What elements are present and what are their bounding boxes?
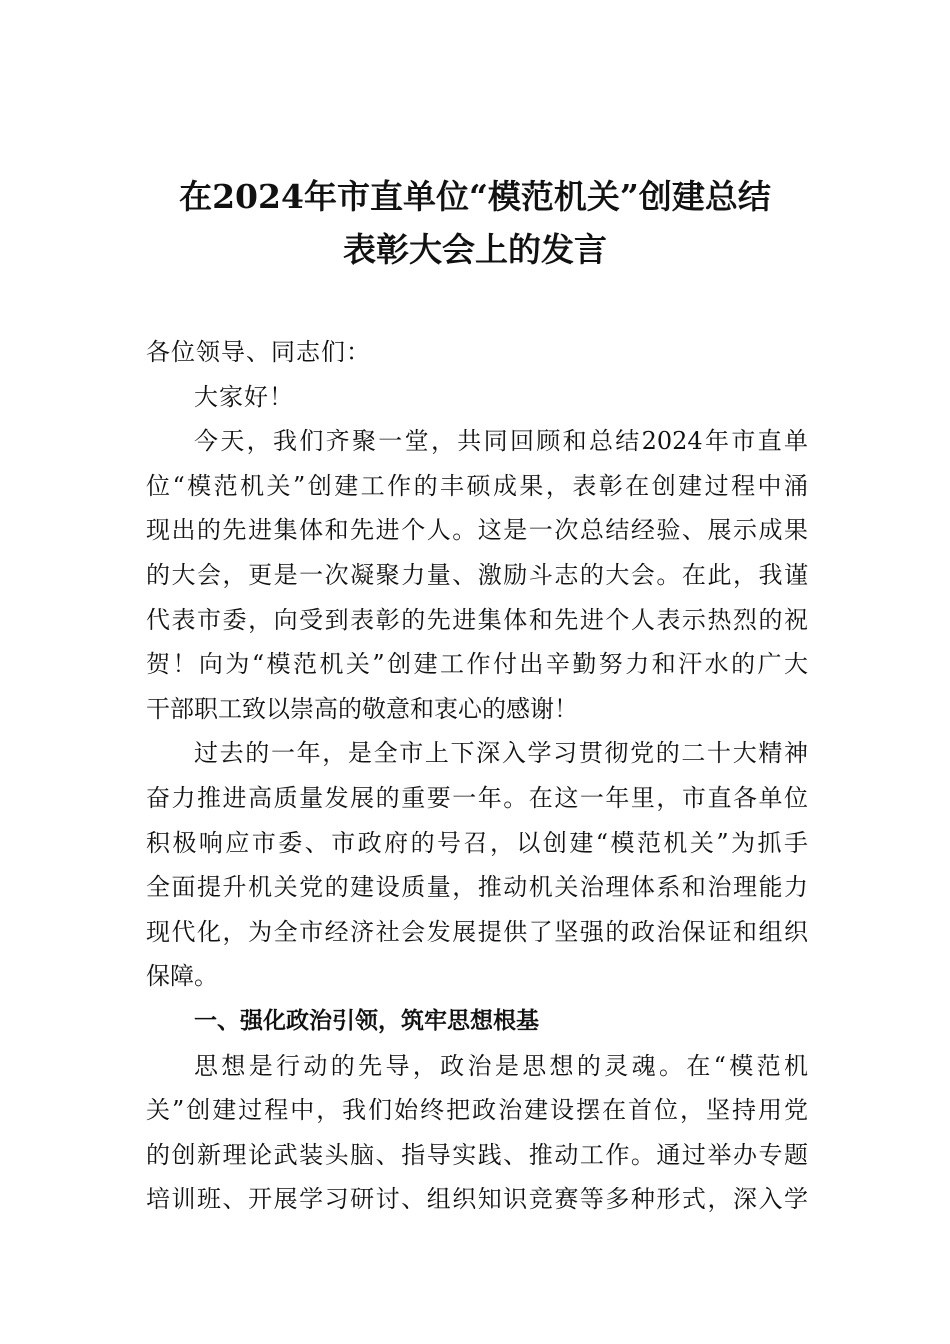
paragraph-line: 位“模范机关”创建工作的丰硕成果，表彰在创建过程中涌 [146, 471, 808, 500]
paragraph-line: 干部职工致以崇高的敬意和衷心的感谢！ [146, 694, 578, 723]
paragraph-line: 的创新理论武装头脑、指导实践、推动工作。通过举办专题 [146, 1140, 808, 1169]
paragraph-line: 贺！向为“模范机关”创建工作付出辛勤努力和汗水的广大 [146, 650, 808, 679]
paragraph-line: 保障。 [146, 962, 218, 991]
section-heading: 一、强化政治引领，筑牢思想根基 [194, 1007, 539, 1034]
paragraph-line: 全面提升机关党的建设质量，推动机关治理体系和治理能力 [146, 873, 808, 902]
paragraph-line: 培训班、开展学习研讨、组织知识竞赛等多种形式，深入学 [146, 1185, 808, 1214]
title-line-2: 表彰大会上的发言 [343, 230, 607, 269]
paragraph-line: 过去的一年，是全市上下深入学习贯彻党的二十大精神 [194, 739, 808, 768]
salutation: 各位领导、同志们： [146, 338, 371, 366]
paragraph-line: 现代化，为全市经济社会发展提供了坚强的政治保证和组织 [146, 917, 808, 946]
paragraph-line: 代表市委，向受到表彰的先进集体和先进个人表示热烈的祝 [146, 605, 808, 634]
paragraph-line: 现出的先进集体和先进个人。这是一次总结经验、展示成果 [146, 516, 808, 545]
paragraph-political [146, 1044, 808, 1222]
paragraph-opening [146, 419, 808, 731]
paragraph-line: 思想是行动的先导，政治是思想的灵魂。在“模范机 [194, 1051, 808, 1080]
paragraph-line: 关”创建过程中，我们始终把政治建设摆在首位，坚持用党 [146, 1096, 808, 1125]
greeting: 大家好！ [194, 382, 294, 411]
paragraph-line: 的大会，更是一次凝聚力量、激励斗志的大会。在此，我谨 [146, 560, 808, 589]
paragraph-line: 奋力推进高质量发展的重要一年。在这一年里，市直各单位 [146, 783, 808, 812]
title-line-1: 在2024年市直单位“模范机关”创建总结 [179, 177, 771, 216]
document-body [146, 330, 808, 1222]
paragraph-review [146, 731, 808, 999]
paragraph-line: 积极响应市委、市政府的号召，以创建“模范机关”为抓手 [146, 828, 808, 857]
document-title [120, 170, 830, 276]
paragraph-line: 今天，我们齐聚一堂，共同回顾和总结2024年市直单 [194, 427, 808, 456]
